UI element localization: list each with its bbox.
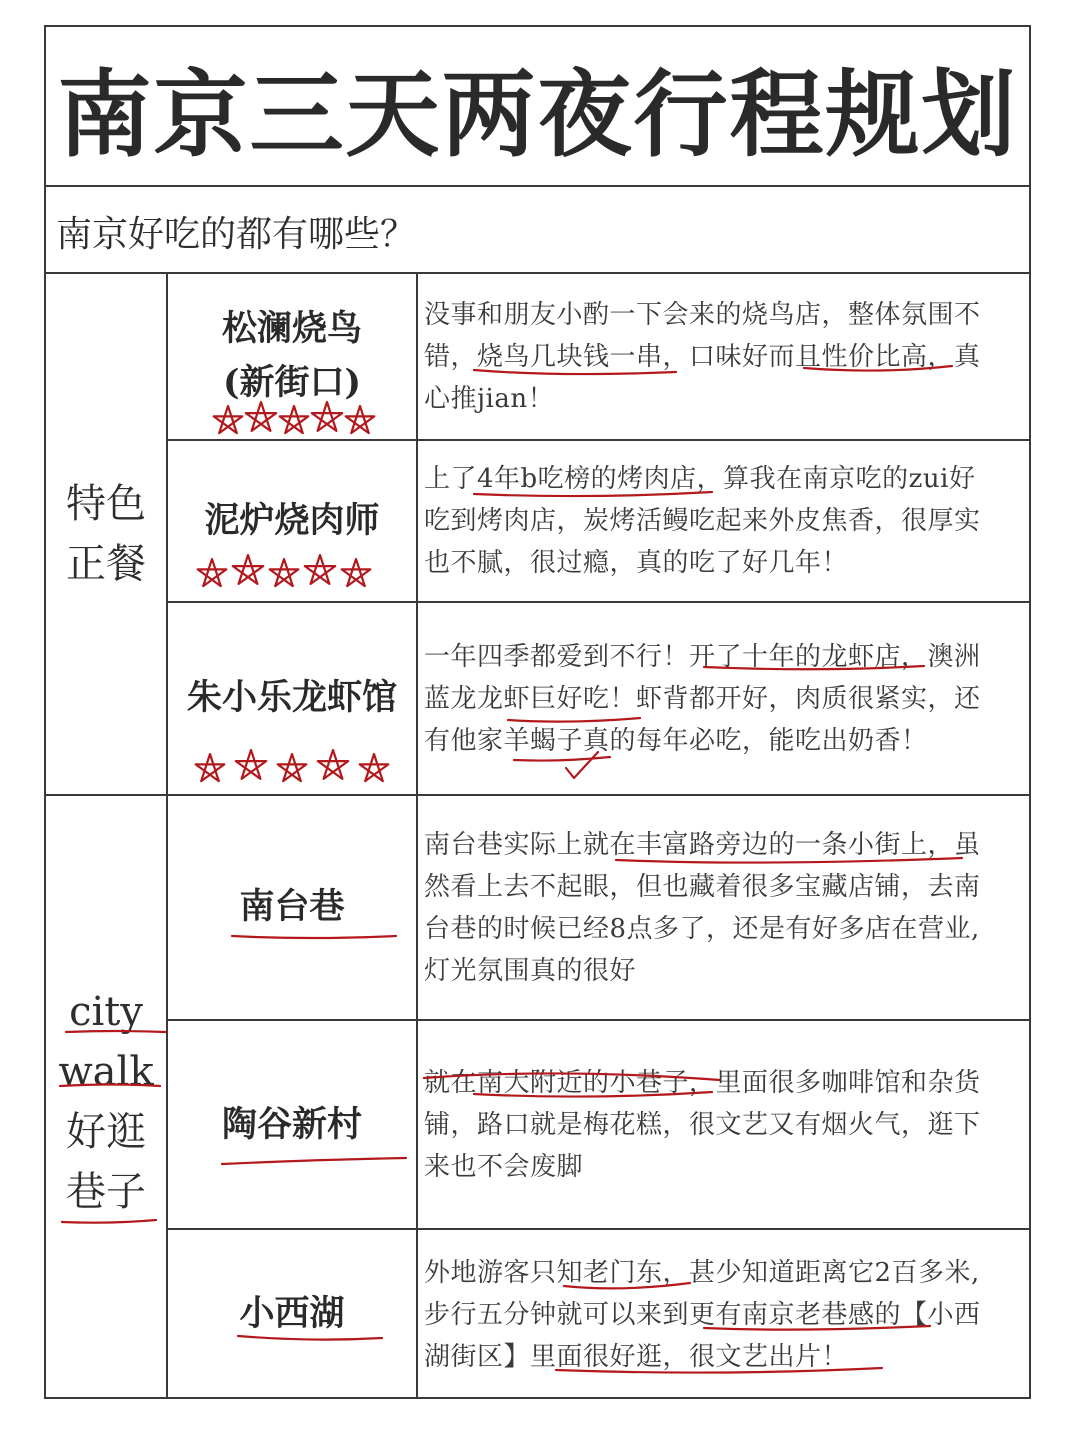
description-line: 灯光氛围真的很好 xyxy=(424,956,637,986)
divider xyxy=(166,272,168,1399)
description-line: 没事和朋友小酌一下会来的烧鸟店，整体氛围不 xyxy=(424,300,981,330)
description-line: 错，烧鸟几块钱一串，口味好而且性价比高，真 xyxy=(424,342,981,372)
place-name xyxy=(168,302,416,410)
place-description xyxy=(424,824,1020,992)
description-line: 上了4年b吃榜的烤肉店，算我在南京吃的zui好 xyxy=(424,464,976,494)
category-line: city xyxy=(69,989,143,1035)
place-description xyxy=(424,294,1020,420)
category-label-citywalk xyxy=(46,982,166,1222)
description-line: 有他家羊蝎子真的每年必吃，能吃出奶香！ xyxy=(424,726,928,756)
category-line: walk xyxy=(58,1049,154,1095)
divider xyxy=(168,439,1031,441)
description-line: 吃到烤肉店，炭烤活鳗吃起来外皮焦香，很厚实 xyxy=(424,506,981,536)
category-label-dining xyxy=(46,474,166,594)
category-line: 特色 xyxy=(66,481,146,527)
divider xyxy=(168,1019,1031,1021)
description-line: 铺，路口就是梅花糕，很文艺又有烟火气，逛下 xyxy=(424,1110,981,1140)
divider xyxy=(44,185,1031,187)
place-name-line: 泥炉烧肉师 xyxy=(204,500,380,541)
description-line: 外地游客只知老门东，甚少知道距离它2百多米, xyxy=(424,1258,980,1288)
description-line: 蓝龙龙虾巨好吃！虾背都开好，肉质很紧实，还 xyxy=(424,684,981,714)
divider xyxy=(416,272,418,1399)
place-description xyxy=(424,636,1020,762)
description-line: 步行五分钟就可以来到更有南京老巷感的【小西 xyxy=(424,1300,981,1330)
description-line: 湖街区】里面很好逛，很文艺出片！ xyxy=(424,1342,849,1372)
place-description xyxy=(424,458,1020,584)
place-name xyxy=(168,671,416,725)
place-name xyxy=(168,494,416,548)
description-line: 来也不会废脚 xyxy=(424,1152,584,1182)
place-description xyxy=(424,1252,1020,1378)
place-name xyxy=(168,1098,416,1152)
page-title: 南京三天两夜行程规划 xyxy=(57,60,1018,170)
place-name xyxy=(168,1287,416,1341)
divider xyxy=(44,794,1031,796)
category-line: 正餐 xyxy=(66,541,146,587)
divider xyxy=(168,1228,1031,1230)
description-line: 就在南大附近的小巷子，里面很多咖啡馆和杂货 xyxy=(424,1068,981,1098)
place-name-line: 松澜烧鸟 xyxy=(221,308,362,349)
description-line: 心推jian！ xyxy=(424,384,555,414)
category-line: 巷子 xyxy=(66,1169,146,1215)
divider xyxy=(168,601,1031,603)
description-line: 然看上去不起眼，但也藏着很多宝藏店铺，去南 xyxy=(424,872,981,902)
place-name xyxy=(168,880,416,934)
section-question: 南京好吃的都有哪些？ xyxy=(56,213,417,255)
category-line: 好逛 xyxy=(66,1109,146,1155)
description-line: 台巷的时候已经8点多了，还是有好多店在营业, xyxy=(424,914,980,944)
place-name-line: 陶谷新村 xyxy=(221,1104,362,1145)
description-line: 一年四季都爱到不行！开了十年的龙虾店，澳洲 xyxy=(424,642,981,672)
place-name-line: (新街口) xyxy=(222,362,362,403)
place-name-line: 南台巷 xyxy=(239,886,345,927)
place-name-line: 小西湖 xyxy=(239,1293,345,1334)
place-description xyxy=(424,1062,1020,1188)
description-line: 也不腻，很过瘾，真的吃了好几年！ xyxy=(424,548,849,578)
place-name-line: 朱小乐龙虾馆 xyxy=(186,677,397,718)
description-line: 南台巷实际上就在丰富路旁边的一条小街上，虽 xyxy=(424,830,981,860)
